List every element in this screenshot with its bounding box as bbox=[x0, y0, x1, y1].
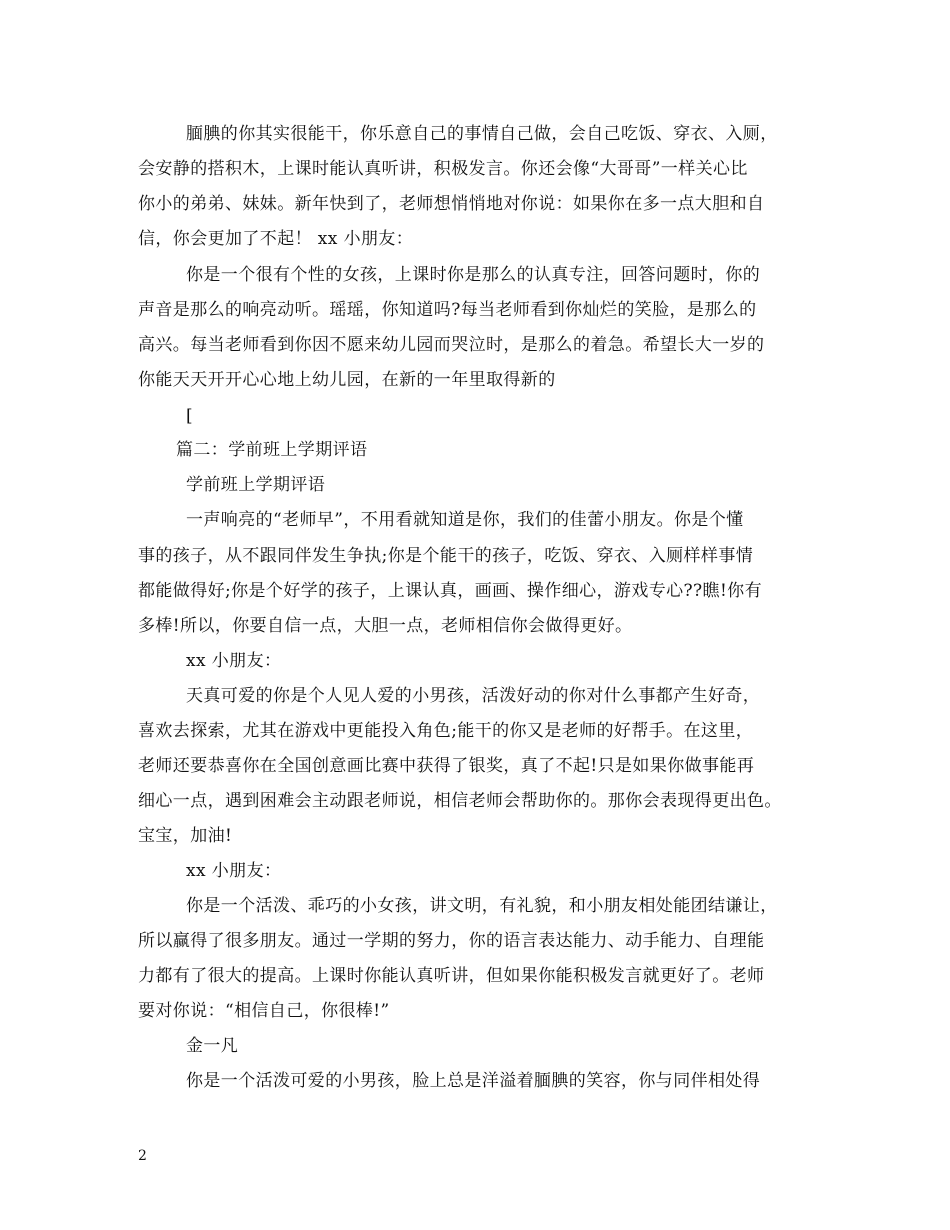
text-line: 细心一点，遇到困难会主动跟老师说，相信老师会帮助你的。那你会表现得更出色。 bbox=[138, 791, 782, 811]
text-line: 腼腆的你其实很能干，你乐意自己的事情自己做，会自己吃饭、穿衣、入厕， bbox=[186, 124, 778, 144]
text-line: [ bbox=[186, 406, 194, 426]
page-number: 2 bbox=[138, 1148, 147, 1164]
text-line: 宝宝，加油! bbox=[138, 826, 233, 846]
section-subtitle: 学前班上学期评语 bbox=[186, 475, 326, 495]
text-line: 你是一个活泼、乖巧的小女孩，讲文明，有礼貌，和小朋友相处能团结谦让， bbox=[186, 896, 778, 916]
text-line: 所以赢得了很多朋友。通过一学期的努力，你的语言表达能力、动手能力、自理能 bbox=[138, 931, 765, 951]
text-line: 力都有了很大的提高。上课时你能认真听讲，但如果你能积极发言就更好了。老师 bbox=[138, 966, 765, 986]
text-line: 天真可爱的你是个人见人爱的小男孩，活泼好动的你对什么事都产生好奇， bbox=[186, 686, 761, 706]
section-heading: 篇二：学前班上学期评语 bbox=[176, 440, 368, 460]
text-line: 老师还要恭喜你在全国创意画比赛中获得了银奖，真了不起!只是如果你做事能再 bbox=[138, 756, 755, 776]
text-line: 你是一个很有个性的女孩，上课时你是那么的认真专注，回答问题时，你的 bbox=[186, 265, 761, 285]
text-line: 多棒!所以，你要自信一点，大胆一点，老师相信你会做得更好。 bbox=[138, 616, 633, 636]
text-line: xx 小朋友： bbox=[186, 861, 282, 881]
text-line: 会安静的搭积木，上课时能认真听讲，积极发言。你还会像“大哥哥”一样关心比 bbox=[138, 159, 748, 179]
text-line: xx 小朋友： bbox=[186, 651, 282, 671]
text-line: 你小的弟弟、妹妹。新年快到了，老师想悄悄地对你说：如果你在多一点大胆和自 bbox=[138, 194, 765, 214]
text-line: 喜欢去探索，尤其在游戏中更能投入角色;能干的你又是老师的好帮手。在这里， bbox=[138, 721, 754, 741]
text-line: 声音是那么的响亮动听。瑶瑶，你知道吗?每当老师看到你灿烂的笑脸，是那么的 bbox=[138, 300, 757, 320]
text-line: 你能天天开开心心地上幼儿园，在新的一年里取得新的 bbox=[138, 370, 556, 390]
text-line: 信，你会更加了不起！ xx 小朋友： bbox=[138, 229, 414, 249]
text-line: 你是一个活泼可爱的小男孩，脸上总是洋溢着腼腆的笑容，你与同伴相处得 bbox=[186, 1071, 761, 1091]
text-line: 一声响亮的“老师早”，不用看就知道是你，我们的佳蕾小朋友。你是个懂 bbox=[186, 510, 744, 530]
text-line: 事的孩子，从不跟同伴发生争执;你是个能干的孩子，吃饭、穿衣、入厕样样事情 bbox=[138, 546, 754, 566]
text-line: 金一凡 bbox=[186, 1036, 239, 1056]
text-line: 高兴。每当老师看到你因不愿来幼儿园而哭泣时，是那么的着急。希望长大一岁的 bbox=[138, 335, 765, 355]
text-line: 要对你说：“相信自己，你很棒!” bbox=[138, 1001, 390, 1021]
text-line: 都能做得好;你是个好学的孩子，上课认真，画画、操作细心，游戏专心??瞧!你有 bbox=[138, 581, 762, 601]
